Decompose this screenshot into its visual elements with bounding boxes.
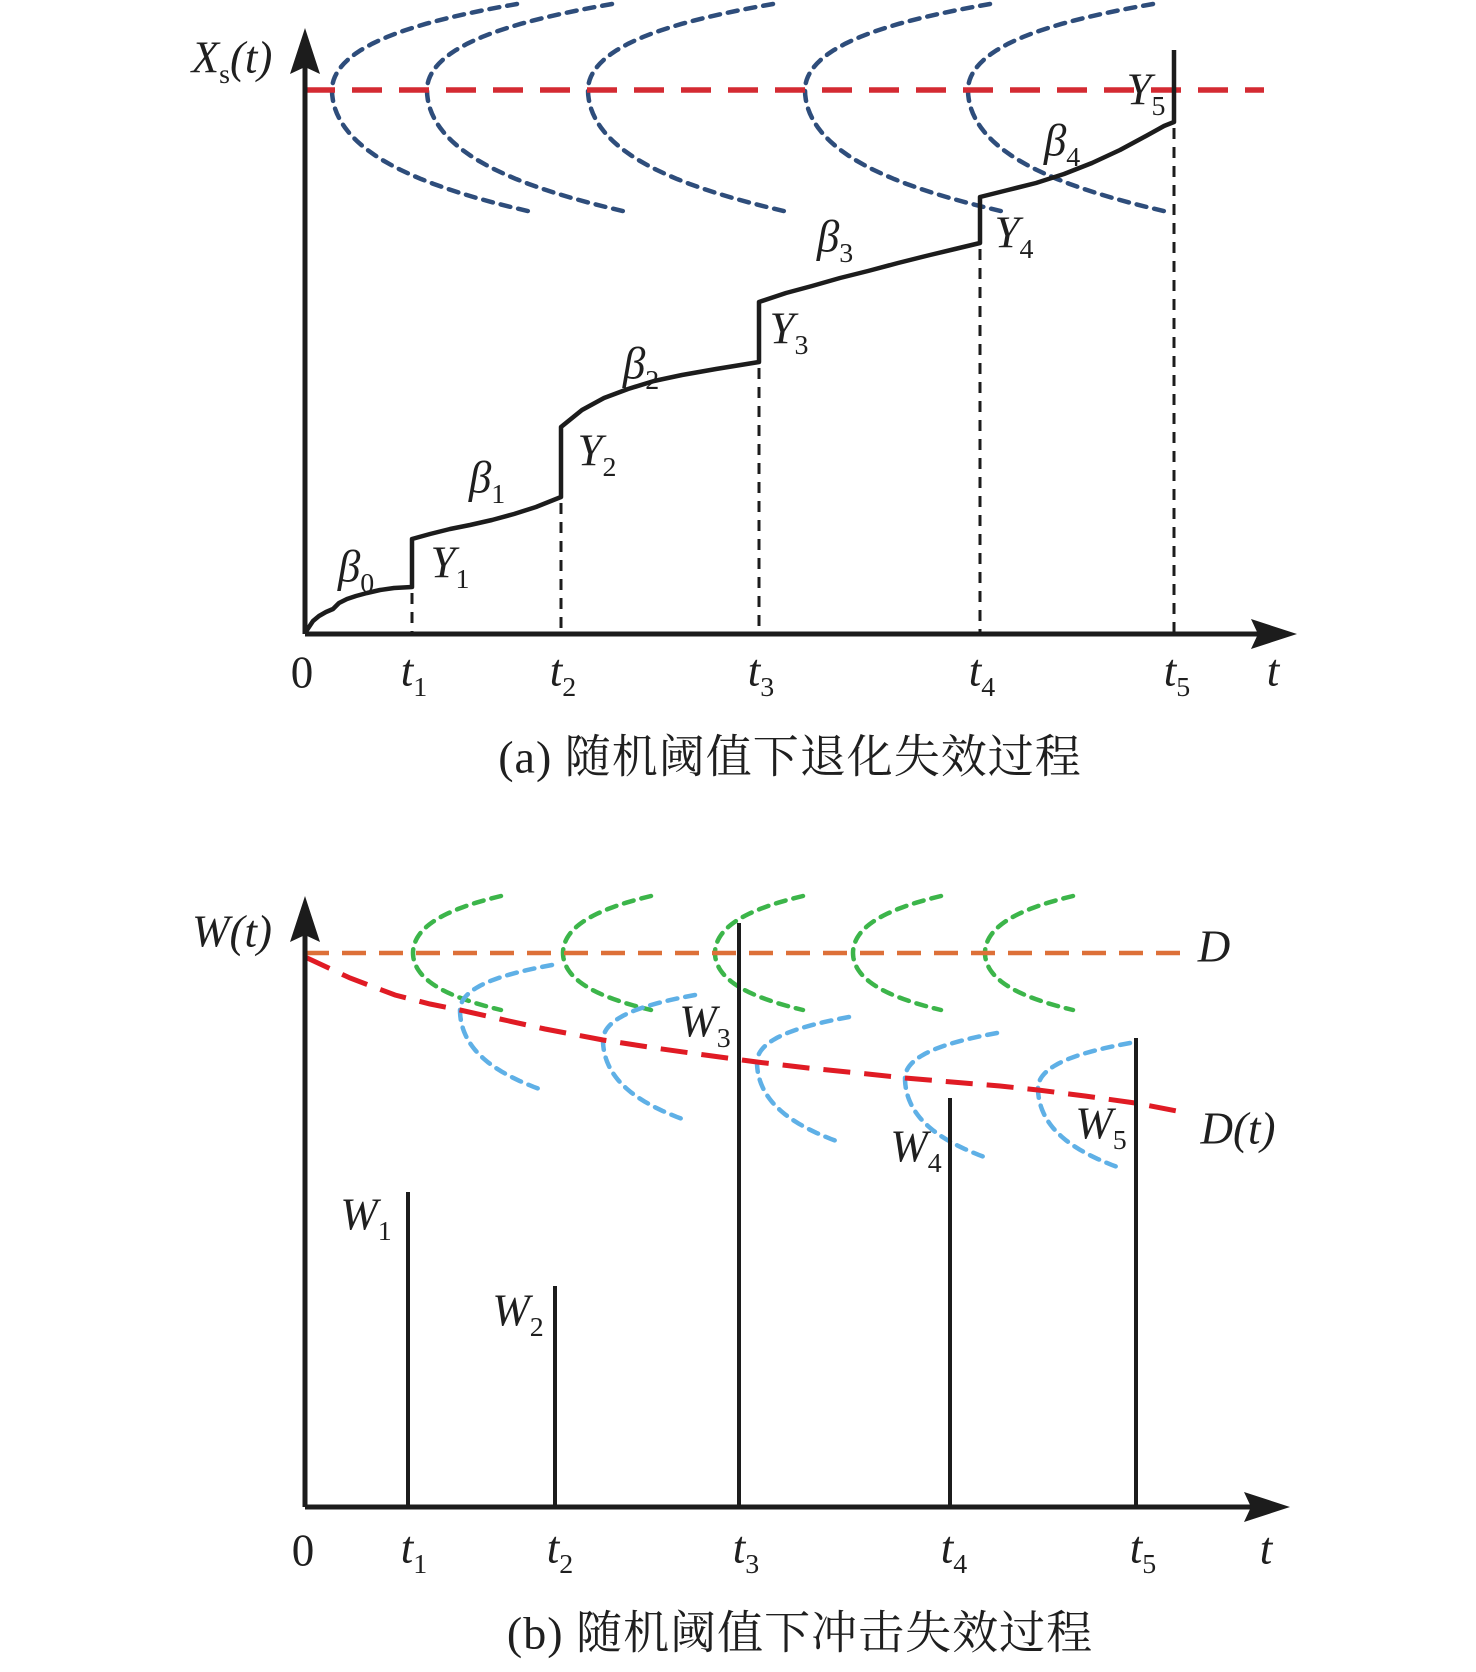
panel-b-label-t1 xyxy=(400,1522,428,1580)
panel-a-label-β2-sub: 2 xyxy=(645,364,660,396)
panel-b-label-W2-sub: 2 xyxy=(529,1311,544,1343)
panel-a-label-t5 xyxy=(1163,645,1191,703)
panel-b-label-W1-base: W xyxy=(340,1189,378,1240)
panel-a-label-Y1-base: Y xyxy=(430,537,456,588)
panel-a-label-Xs-sub: s xyxy=(219,58,230,90)
panel-a-label-Y5-base: Y xyxy=(1126,64,1152,115)
panel-b-label-W(t) xyxy=(192,906,272,957)
panel-a-label-Y3-sub: 3 xyxy=(794,329,809,361)
panel-b-label-W5-base: W xyxy=(1075,1098,1113,1149)
panel-a-label-Y4 xyxy=(994,207,1034,265)
panel-b-label-D xyxy=(1197,921,1231,972)
panel-a-label-β4-sub: 4 xyxy=(1066,141,1081,173)
panel-a-label-β1-sub: 1 xyxy=(491,478,506,510)
panel-a-label-Y5 xyxy=(1126,64,1166,122)
panel-a-label-β4-base: β xyxy=(1043,115,1067,166)
panel-b-label-t1-base: t xyxy=(400,1522,414,1573)
panel-a-label-t3 xyxy=(747,645,775,703)
panel-a-label-β0 xyxy=(337,541,375,599)
panel-b-label-0 xyxy=(291,1525,315,1576)
panel-b-label-W2 xyxy=(492,1285,544,1343)
panel-a-label-Y1 xyxy=(430,537,470,595)
panel-a-label-Y4-sub: 4 xyxy=(1019,233,1034,265)
panel-b-label-0-base: 0 xyxy=(291,1525,315,1576)
panel-a-label-Y1-sub: 1 xyxy=(455,563,470,595)
panel-a-label-t5-base: t xyxy=(1163,645,1177,696)
panel-a-label-β2 xyxy=(622,338,660,396)
panel-b-label-D(t) xyxy=(1200,1103,1276,1154)
panel-a-label-t xyxy=(1266,645,1280,696)
panel-a-label-t1 xyxy=(400,645,428,703)
panel-a-label-t2-sub: 2 xyxy=(562,671,577,703)
panel-b-label-W4-sub: 4 xyxy=(927,1147,942,1179)
panel-a-label-Y3 xyxy=(769,303,809,361)
threshold-pdf-curve xyxy=(805,4,1005,212)
panel-a-label-t2 xyxy=(549,645,577,703)
panel-a-label-Y4-base: Y xyxy=(994,207,1020,258)
panel-b-label-W3 xyxy=(679,996,731,1054)
panel-b-label-t-base: t xyxy=(1259,1523,1273,1574)
panel-b-label-W1 xyxy=(340,1189,392,1247)
threshold-pdf-curve xyxy=(588,4,788,212)
panel-b-label-D(t)-base: D(t) xyxy=(1200,1103,1276,1154)
panel-a-label-t1-base: t xyxy=(400,645,414,696)
panel-a-label-Y2-base: Y xyxy=(577,425,603,476)
panel-a-label-Y3-base: Y xyxy=(769,303,795,354)
panel-a-label-Y5-sub: 5 xyxy=(1151,90,1166,122)
panel-a-label-t5-sub: 5 xyxy=(1176,671,1191,703)
panel-a-label-β3 xyxy=(816,211,854,269)
panel-b-label-t4-sub: 4 xyxy=(953,1548,968,1580)
panel-b-label-t4-base: t xyxy=(940,1522,954,1573)
panel-b-label-t5 xyxy=(1129,1522,1157,1580)
panel-a-label-t4-base: t xyxy=(968,645,982,696)
panel-a-label-β2-base: β xyxy=(622,338,646,389)
panel-b-label-t5-sub: 5 xyxy=(1142,1548,1157,1580)
panel-b-label-W3-sub: 3 xyxy=(716,1022,731,1054)
panel-a-label-0 xyxy=(290,647,314,698)
caption-panel-b: (b) 随机阈值下冲击失效过程 xyxy=(506,1607,1094,1659)
panel-a-label-β1 xyxy=(468,452,506,510)
panel-a-label-Xs-base: X xyxy=(191,32,220,83)
panel-a-label-Y2 xyxy=(577,425,617,483)
panel-a-label-Xs xyxy=(191,32,273,90)
panel-b-label-W1-sub: 1 xyxy=(377,1215,392,1247)
panel-b-label-t3-base: t xyxy=(732,1522,746,1573)
panel-a-label-t4 xyxy=(968,645,996,703)
panel-a-label-t4-sub: 4 xyxy=(981,671,996,703)
panel-b-label-t3-sub: 3 xyxy=(745,1548,760,1580)
panel-a-label-t1-sub: 1 xyxy=(413,671,428,703)
panel-b-label-W4-base: W xyxy=(890,1121,928,1172)
decreasing-threshold-pdf-curve xyxy=(460,965,552,1090)
panel-a-label-β1-base: β xyxy=(468,452,492,503)
decreasing-threshold-pdf-curve xyxy=(757,1017,849,1142)
panel-a-label-Y2-sub: 2 xyxy=(602,451,617,483)
panel-b-label-W3-base: W xyxy=(679,996,717,1047)
panel-b-label-t xyxy=(1259,1523,1273,1574)
panel-b-label-t1-sub: 1 xyxy=(413,1548,428,1580)
panel-b-label-D-base: D xyxy=(1197,921,1231,972)
panel-b-label-t2-base: t xyxy=(546,1522,560,1573)
panel-b-label-W(t)-base: W(t) xyxy=(192,906,272,957)
panel-a-label-t3-sub: 3 xyxy=(760,671,775,703)
panel-a-label-β0-base: β xyxy=(337,541,361,592)
panel-a-label-0-base: 0 xyxy=(290,647,314,698)
panel-a-label-β3-base: β xyxy=(816,211,840,262)
panel-b-label-t2-sub: 2 xyxy=(559,1548,574,1580)
panel-a-label-Xs-rest: (t) xyxy=(229,32,273,83)
threshold-pdf-curve xyxy=(427,4,627,212)
panel-a-label-β4 xyxy=(1043,115,1081,173)
panel-b-label-W5 xyxy=(1075,1098,1127,1156)
panel-b-label-W4 xyxy=(890,1121,942,1179)
panel-a-label-t3-base: t xyxy=(747,645,761,696)
panel-a-label-β3-sub: 3 xyxy=(839,237,854,269)
panel-b-label-t3 xyxy=(732,1522,760,1580)
caption-panel-a: (a) 随机阈值下退化失效过程 xyxy=(498,731,1082,783)
panel-a-label-t-base: t xyxy=(1266,645,1280,696)
decreasing-threshold-curve xyxy=(305,957,1182,1112)
panel-b-label-W2-base: W xyxy=(492,1285,530,1336)
panel-b-label-t5-base: t xyxy=(1129,1522,1143,1573)
panel-b-label-t4 xyxy=(940,1522,968,1580)
panel-a-label-t2-base: t xyxy=(549,645,563,696)
panel-b-label-W5-sub: 5 xyxy=(1112,1124,1127,1156)
panel-a-label-β0-sub: 0 xyxy=(360,567,375,599)
panel-b-label-t2 xyxy=(546,1522,574,1580)
